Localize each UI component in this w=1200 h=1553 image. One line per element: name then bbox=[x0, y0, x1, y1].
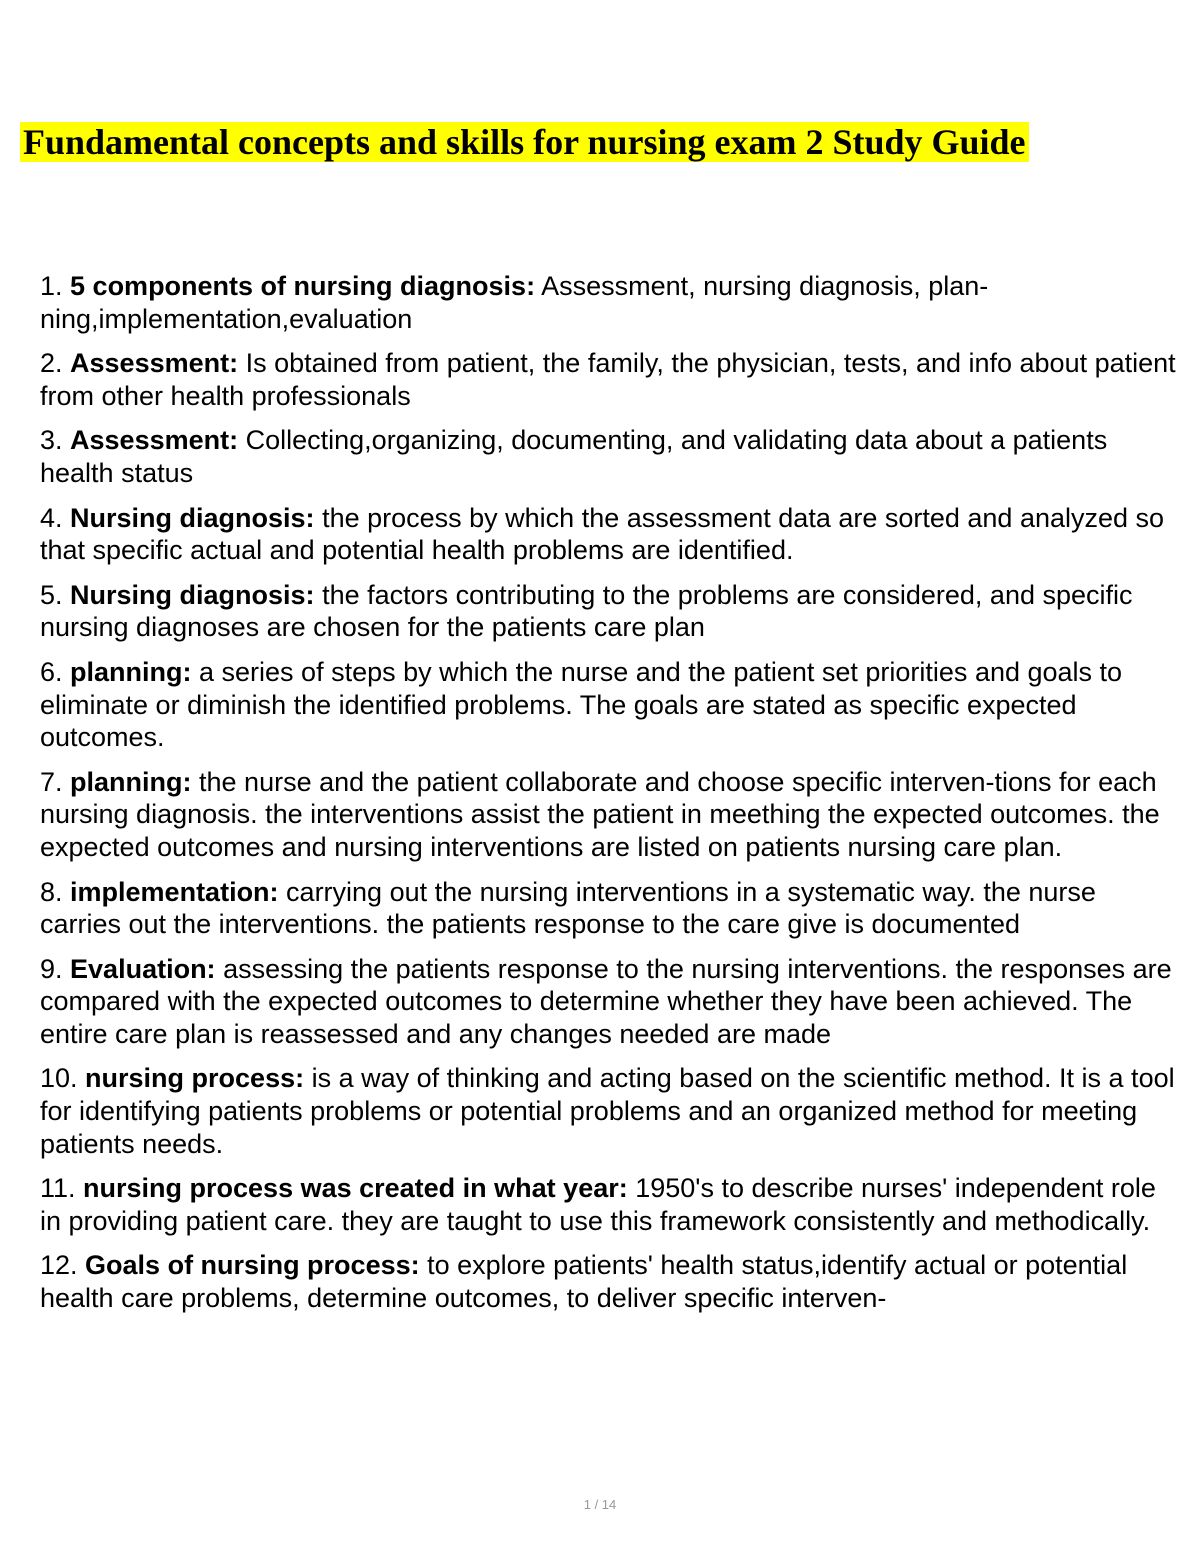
item-definition: to explore patients' health status,identify actual or potential health care problems, determine outcomes, to deliver specific interven- bbox=[40, 1250, 1128, 1314]
item-number: 2. bbox=[40, 348, 71, 379]
study-guide-item bbox=[40, 347, 1180, 412]
item-definition: a series of steps by which the nurse and the patient set priorities and goals to eliminate or diminish the identified problems. The goals are stated as specific expected outcomes. bbox=[40, 656, 1123, 753]
item-term: Nursing diagnosis: bbox=[70, 579, 315, 610]
item-number: 7. bbox=[40, 766, 71, 797]
item-term: implementation: bbox=[70, 876, 279, 907]
item-number: 6. bbox=[40, 656, 71, 687]
study-guide-item bbox=[40, 1062, 1180, 1160]
item-number: 10. bbox=[40, 1063, 86, 1094]
item-number: 12. bbox=[40, 1250, 86, 1281]
item-term: planning: bbox=[70, 656, 192, 687]
item-term: Assessment: bbox=[70, 425, 239, 456]
study-guide-item bbox=[40, 579, 1180, 644]
study-guide-item bbox=[40, 656, 1180, 754]
item-term: planning: bbox=[70, 766, 192, 797]
item-number: 4. bbox=[40, 502, 71, 533]
study-guide-item bbox=[40, 953, 1180, 1051]
item-term: Goals of nursing process: bbox=[85, 1250, 420, 1281]
item-term: nursing process was created in what year: bbox=[83, 1173, 628, 1204]
page-indicator: 1 / 14 bbox=[583, 1497, 617, 1512]
study-guide-item bbox=[40, 502, 1180, 567]
item-definition: the factors contributing to the problems are considered, and specific nursing diagnoses are chosen for the patients care plan bbox=[40, 579, 1133, 643]
item-term: Nursing diagnosis: bbox=[70, 502, 315, 533]
study-guide-list bbox=[40, 270, 1180, 1327]
study-guide-item bbox=[40, 1249, 1180, 1314]
item-definition: 1950's to describe nurses' independent role in providing patient care. they are taught to use this framework consistently and methodically. bbox=[40, 1173, 1156, 1236]
item-term: Assessment: bbox=[70, 348, 239, 379]
study-guide-item bbox=[40, 1172, 1180, 1237]
item-definition: carrying out the nursing interventions in a systematic way. the nurse carries out the interventions. the patients response to the care give is documented bbox=[40, 876, 1096, 940]
item-number: 8. bbox=[40, 876, 71, 907]
study-guide-item bbox=[40, 876, 1180, 941]
page-title bbox=[20, 117, 1029, 167]
item-definition: the nurse and the patient collaborate and choose specific interven-tions for each nursing diagnosis. the interventions assist the patient in meething the expected outcomes. the expected outcomes and nursing interventions are listed on patients nursing care plan. bbox=[40, 766, 1160, 862]
item-number: 11. bbox=[40, 1173, 84, 1204]
study-guide-item bbox=[40, 766, 1180, 864]
item-definition: the process by which the assessment data are sorted and analyzed so that specific actual and potential health problems are identified. bbox=[40, 502, 1165, 566]
item-definition: is a way of thinking and acting based on the scientific method. It is a tool for identifying patients problems or potential problems and an organized method for meeting patients needs. bbox=[40, 1063, 1175, 1159]
study-guide-item bbox=[40, 270, 1180, 335]
item-definition: assessing the patients response to the nursing interventions. the responses are compared with the expected outcomes to determine whether they have been achieved. The entire care plan is reassessed and any changes needed are made bbox=[40, 953, 1172, 1049]
item-number: 3. bbox=[40, 425, 71, 456]
study-guide-item bbox=[40, 424, 1180, 489]
item-definition: Assessment, nursing diagnosis, plan-ning,implementation,evaluation bbox=[40, 271, 989, 334]
item-term: Evaluation: bbox=[70, 953, 216, 984]
item-number: 1. bbox=[40, 271, 71, 301]
item-number: 9. bbox=[40, 953, 71, 984]
item-term: nursing process: bbox=[85, 1063, 305, 1094]
item-number: 5. bbox=[40, 579, 71, 610]
item-definition: Collecting,organizing, documenting, and validating data about a patients health status bbox=[40, 425, 1108, 488]
item-definition: Is obtained from patient, the family, the physician, tests, and info about patient from other health professionals bbox=[40, 348, 1176, 411]
title-highlight: Fundamental concepts and skills for nursing exam 2 Study Guide bbox=[20, 122, 1029, 162]
item-term: 5 components of nursing diagnosis: bbox=[70, 271, 536, 301]
